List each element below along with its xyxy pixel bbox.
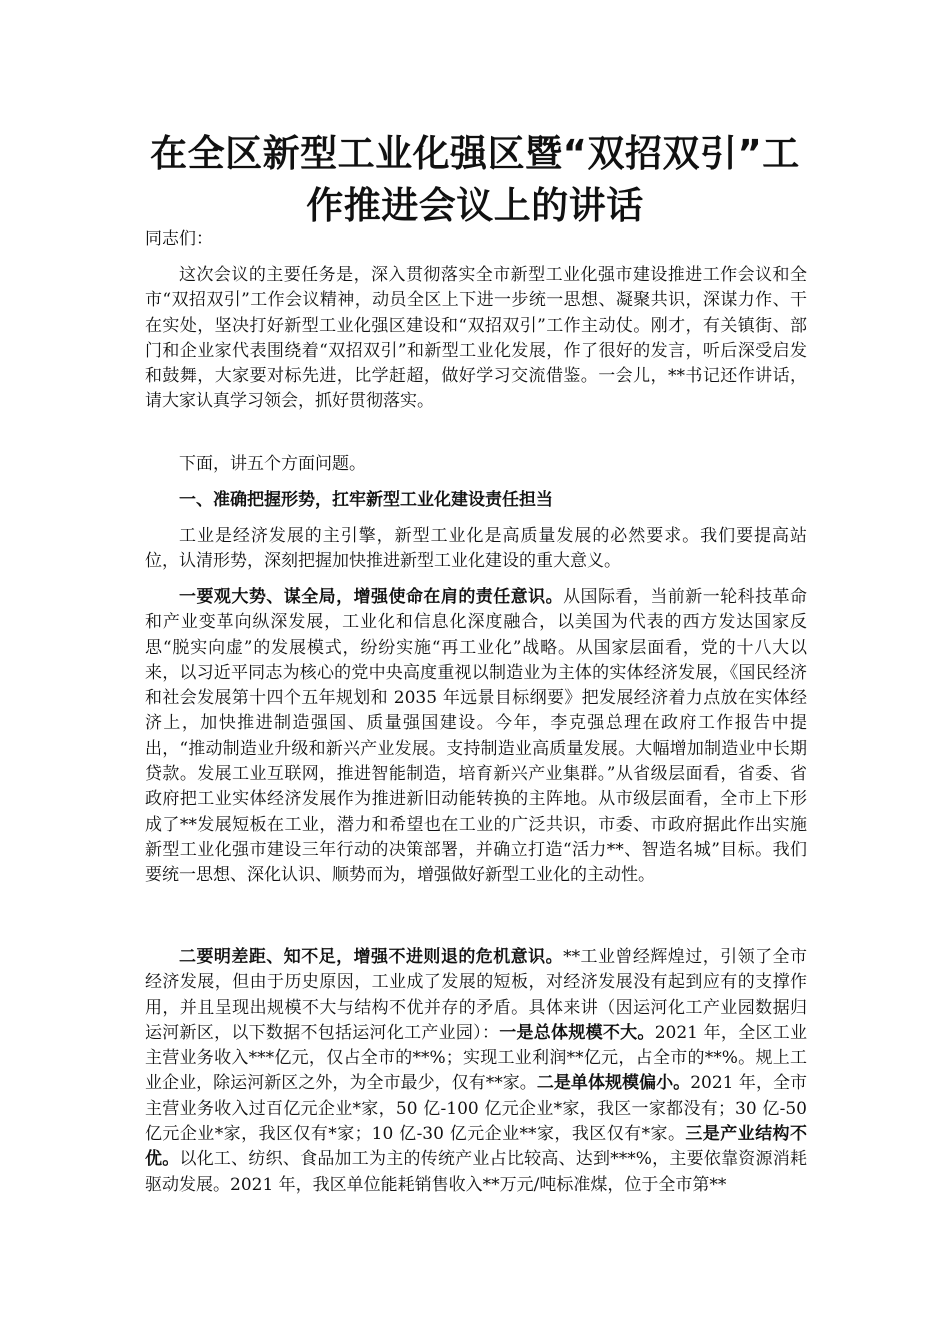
document-title-line-2: 作推进会议上的讲话 xyxy=(306,184,644,227)
subpoint-structure-body: 以化工、纺织、食品加工为主的传统产业占比较高、达到***%，主要依靠资源消耗驱动发展。2021 年，我区单位能耗销售收入**万元/吨标准煤，位于全市第** xyxy=(145,1149,808,1195)
subpoint-size-body: 2021 年，全市主营业务收入过百亿元企业*家，50 亿-100 亿元企业*家，我区一家都没有；30 亿-50 亿元企业*家，我区仅有*家；10 亿-30 亿元企业**家，我区仅有*家。 xyxy=(145,1073,808,1145)
point-2-lead: 二要明差距、知不足，增强不进则退的危机意识。 xyxy=(179,947,564,967)
paragraph-intro: 这次会议的主要任务是，深入贯彻落实全市新型工业化强市建设推进工作会议和全市“双招双引”工作会议精神，动员全区上下进一步统一思想、凝聚共识，深谋力作、干在实处，坚决打好新型工业化强区建设和“双招双引”工作主动仗。刚才，有关镇街、部门和企业家代表围绕着“双招双引”和新型工业化发展，作了很好的发言，听后深受启发和鼓舞，大家要对标先进，比学赶超，做好学习交流借鉴。一会儿，**书记还作讲话，请大家认真学习领会，抓好贯彻落实。 xyxy=(145,265,807,412)
subpoint-scale-lead: 一是总体规模不大。 xyxy=(499,1022,655,1043)
paragraph-point-2 xyxy=(145,945,807,1198)
subpoint-size-lead: 二是单体规模偏小。 xyxy=(536,1073,691,1094)
paragraph-outline: 下面，讲五个方面问题。 xyxy=(179,454,366,474)
point-1-body: 从国际看，当前新一轮科技革命和产业变革向纵深发展，工业化和信息化深度融合，以美国为代表的西方发达国家反思“脱实向虚”的发展模式，纷纷实施“再工业化”战略。从国家层面看，党的十八大以来，以习近平同志为核心的党中央高度重视以制造业为主体的实体经济发展，《国民经济和社会发展第十四个五年规划和 2035 年远景目标纲要》把发展经济着力点放在实体经济上，加快推进制造强国、质量强国建设。今年，李克强总理在政府工作报告中提出，“推动制造业升级和新兴产业发展。支持制造业高质量发展。大幅增加制造业中长期贷款。发展工业互联网，推进智能制造，培育新兴产业集群。”从省级层面看，省委、省政府把工业实体经济发展作为推进新旧动能转换的主阵地。从市级层面看，全市上下形成了**发展短板在工业，潜力和希望也在工业的广泛共识，市委、市政府据此作出实施新型工业化强市建设三年行动的决策部署，并确立打造“活力**、智造名城”目标。我们要统一思想、深化认识、顺势而为，增强做好新型工业化的主动性。 xyxy=(145,587,808,886)
salutation: 同志们： xyxy=(145,229,213,249)
subpoint-scale-body: 2021 年，全区工业主营业务收入***亿元，仅占全市的**%；实现工业利润**亿元，占全市的**%。规上工业企业，除运河新区之外，为全市最少，仅有**家。 xyxy=(145,1022,808,1094)
section-heading-1: 一、准确把握形势，扛牢新型工业化建设责任担当 xyxy=(179,490,553,510)
paragraph-point-1 xyxy=(145,585,807,889)
paragraph-section-intro: 工业是经济发展的主引擎，新型工业化是高质量发展的必然要求。我们要提高站位，认清形势，深刻把握加快推进新型工业化建设的重大意义。 xyxy=(145,526,807,572)
point-2-body: **工业曾经辉煌过，引领了全市经济发展，但由于历史原因，工业成了发展的短板，对经济发展没有起到应有的支撑作用，并且呈现出规模不大与结构不优并存的矛盾。具体来讲（因运河化工产业园数据归运河新区，以下数据不包括运河化工产业园）： xyxy=(145,947,808,1043)
point-1-lead: 一要观大势、谋全局，增强使命在肩的责任意识。 xyxy=(179,587,564,607)
subpoint-structure-lead: 三是产业结构不优。 xyxy=(145,1124,807,1170)
document-title-line-1: 在全区新型工业化强区暨“双招双引”工 xyxy=(150,132,800,175)
